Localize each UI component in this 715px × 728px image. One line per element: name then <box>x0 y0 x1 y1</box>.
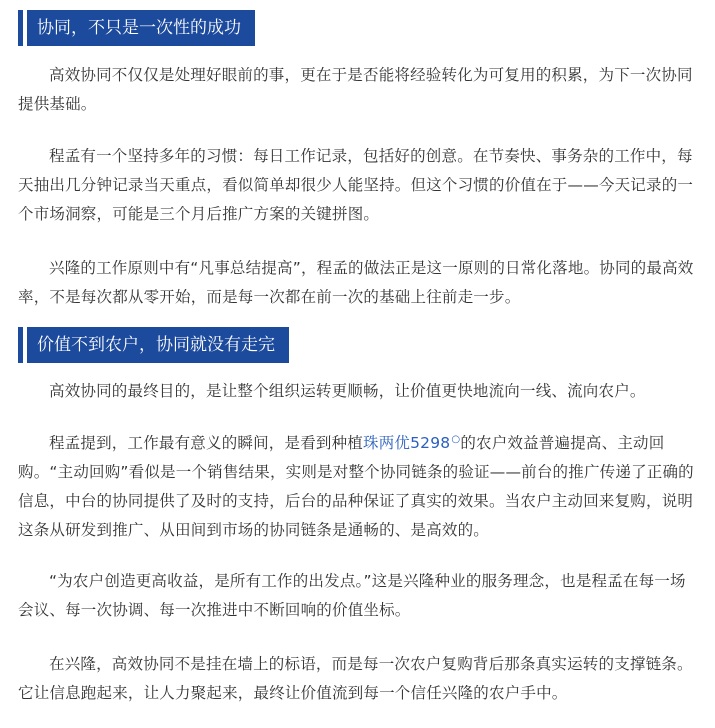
paragraph-5-rest: 的农户效益普遍提高、主动回购。“主动回购”看似是一个销售结果，实则是对整个协同链条的验证——前台的推广传递了正确的信息，中台的协同提供了及时的支持，后台的品种保证了真实的效果。当农户主动回来复购，说明这条从研发到推广、从田间到市场的协同链条是通畅的、是高效的。 <box>18 434 694 540</box>
heading-accent-bar <box>18 327 23 363</box>
paragraph-6: “为农户创造更高收益，是所有工作的出发点。”这是兴隆种业的服务理念，也是程孟在每一场会议、每一次协调、每一次推进中不断回响的价值坐标。 <box>18 572 686 619</box>
paragraph-7: 在兴隆，高效协同不是挂在墙上的标语，而是每一次农户复购背后那条真实运转的支撑链条。它让信息跑起来，让人力聚起来，最终让价值流到每一个信任兴隆的农户手中。 <box>18 655 693 702</box>
paragraph-1: 高效协同不仅仅是处理好眼前的事，更在于是否能将经验转化为可复用的积累，为下一次协同提供基础。 <box>18 66 693 113</box>
paragraph-5-lead: 程孟提到，工作最有意义的瞬间，是看到种植 <box>49 434 364 453</box>
variety-link[interactable]: 珠两优5298 <box>363 434 451 453</box>
section-title-2: 价值不到农户，协同就没有走完 <box>27 327 289 363</box>
section-heading-2 <box>18 327 289 363</box>
paragraph-5 <box>18 425 698 545</box>
paragraph-3: 兴隆的工作原则中有“凡事总结提高”，程孟的做法正是这一原则的日常化落地。协同的最高效率，不是每次都从零开始，而是每一次都在前一次的基础上往前走一步。 <box>18 259 694 306</box>
paragraph-4: 高效协同的最终目的，是让整个组织运转更顺畅，让价值更快地流向一线、流向农户。 <box>49 382 646 400</box>
search-icon[interactable]: ○ <box>451 434 461 445</box>
heading-accent-bar <box>18 10 23 46</box>
section-heading-1 <box>18 10 255 46</box>
paragraph-2: 程孟有一个坚持多年的习惯：每日工作记录，包括好的创意。在节奏快、事务杂的工作中，每天抽出几分钟记录当天重点，看似简单却很少人能坚持。但这个习惯的价值在于——今天记录的一个市场洞察，可能是三个月后推广方案的关键拼图。 <box>18 147 694 223</box>
section-title-1: 协同，不只是一次性的成功 <box>27 10 255 46</box>
